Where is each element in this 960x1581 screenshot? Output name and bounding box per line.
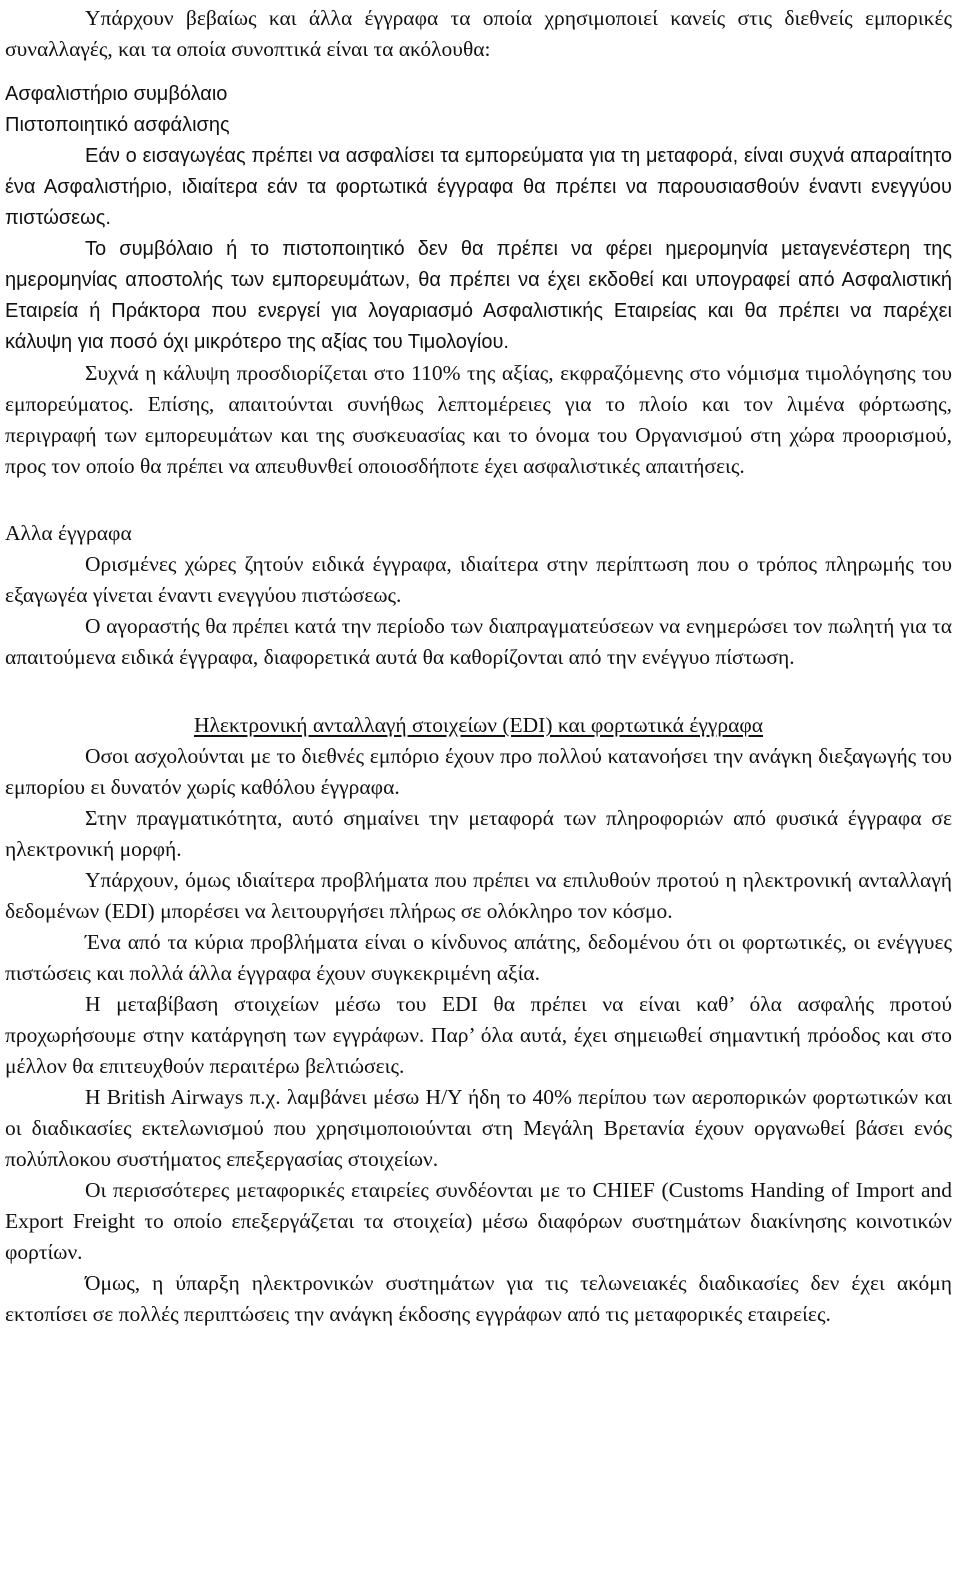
edi-paragraph-7: Οι περισσότερες μεταφορικές εταιρείες συνδέονται με το CHIEF (Customs Handing of Import and Export Freight το οποίο επεξεργάζεται τα στοιχεία) μέσω διαφόρων συστημάτων διακίνησης κοινοτικών φορτίων. [5,1178,952,1264]
edi-section-heading: Ηλεκτρονική ανταλλαγή στοιχείων (EDI) και φορτωτικά έγγραφα [193,713,764,737]
edi-paragraph-3: Υπάρχουν, όμως ιδιαίτερα προβλήματα που πρέπει να επιλυθούν προτού η ηλεκτρονική ανταλλαγή δεδομένων (EDI) μπορέσει να λειτουργήσει πλήρως σε ολόκληρο τον κόσμο. [5,868,952,923]
edi-paragraph-1: Οσοι ασχολούνται με το διεθνές εμπόριο έχουν προ πολλού κατανοήσει την ανάγκη διεξαγωγής του εμπορίου ει δυνατόν χωρίς καθόλου έγγραφα. [5,744,952,799]
insurance-paragraph-3: Συχνά η κάλυψη προσδιορίζεται στο 110% της αξίας, εκφραζόμενης στο νόμισμα τιμολόγησης του εμπορεύματος. Επίσης, απαιτούνται συνήθως λεπτομέρειες για το πλοίο και τον λιμένα φόρτωσης, περιγραφή των εμπορευμάτων και της συσκευασίας και το όνομα του Οργανισμού στη χώρα προορισμού, προς τον οποίο θα πρέπει να απευθυνθεί οποιοσδήποτε έχει ασφαλιστικές απαιτήσεις. [5,361,952,478]
other-documents-title: Αλλα έγγραφα [5,521,132,545]
insurance-policy-title: Ασφαλιστήριο συμβόλαιο [5,83,228,105]
insurance-paragraph-1: Εάν ο εισαγωγέας πρέπει να ασφαλίσει τα εμπορεύματα για τη μεταφορά, είναι συχνά απαραίτητο ένα Ασφαλιστήριο, ιδιαίτερα εάν τα φορτωτικά έγγραφα θα πρέπει να παρουσιασθούν έναντι ενεγγύου πιστώσεως. [5,145,952,229]
edi-paragraph-6: Η British Airways π.χ. λαμβάνει μέσω Η/Υ ήδη το 40% περίπου των αεροπορικών φορτωτικών και οι διαδικασίες εκτελωνισμού που χρησιμοποιούνται στη Μεγάλη Βρετανία έχουν οργανωθεί βάσει ενός πολύπλοκου συστήματος επεξεργασίας στοιχείων. [5,1085,952,1171]
edi-paragraph-5: Η μεταβίβαση στοιχείων μέσω του EDI θα πρέπει να είναι καθ’ όλα ασφαλής προτού προχωρήσουμε στην κατάργηση των εγγράφων. Παρ’ όλα αυτά, έχει σημειωθεί σημαντική πρόοδος και στο μέλλον θα επιτευχθούν περαιτέρω βελτιώσεις. [5,992,952,1078]
insurance-paragraph-2: Το συμβόλαιο ή το πιστοποιητικό δεν θα πρέπει να φέρει ημερομηνία μεταγενέστερη της ημερομηνίας αποστολής των εμπορευμάτων, θα πρέπει να έχει εκδοθεί και υπογραφεί από Ασφαλιστική Εταιρεία ή Πράκτορα που ενεργεί για λογαριασμό Ασφαλιστικής Εταιρείας και θα πρέπει να παρέχει κάλυψη για ποσό όχι μικρότερο της αξίας του Τιμολογίου. [5,238,952,353]
insurance-certificate-title: Πιστοποιητικό ασφάλισης [5,114,230,136]
edi-paragraph-4: Ένα από τα κύρια προβλήματα είναι ο κίνδυνος απάτης, δεδομένου ότι οι φορτωτικές, οι ενέγγυες πιστώσεις και πολλά άλλα έγγραφα έχουν συγκεκριμένη αξία. [5,930,952,985]
other-documents-paragraph-2: Ο αγοραστής θα πρέπει κατά την περίοδο των διαπραγματεύσεων να ενημερώσει τον πωλητή για τα απαιτούμενα ειδικά έγγραφα, διαφορετικά αυτά θα καθορίζονται από την ενέγγυο πίστωση. [5,614,952,669]
edi-paragraph-8: Όμως, η ύπαρξη ηλεκτρονικών συστημάτων για τις τελωνειακές διαδικασίες δεν έχει ακόμη εκτοπίσει σε πολλές περιπτώσεις την ανάγκη έκδοσης εγγράφων από τις μεταφορικές εταιρείες. [5,1271,952,1326]
other-documents-section [5,518,952,673]
insurance-section [5,79,952,358]
edi-paragraph-2: Στην πραγματικότητα, αυτό σημαίνει την μεταφορά των πληροφοριών από φυσικά έγγραφα σε ηλεκτρονική μορφή. [5,806,952,861]
intro-paragraph: Υπάρχουν βεβαίως και άλλα έγγραφα τα οποία χρησιμοποιεί κανείς στις διεθνείς εμπορικές συναλλαγές, και τα οποία συνοπτικά είναι τα ακόλουθα: [5,6,952,61]
other-documents-paragraph-1: Ορισμένες χώρες ζητούν ειδικά έγγραφα, ιδιαίτερα στην περίπτωση που ο τρόπος πληρωμής του εξαγωγέα γίνεται έναντι ενεγγύου πιστώσεως. [5,552,952,607]
edi-section [5,741,952,1330]
